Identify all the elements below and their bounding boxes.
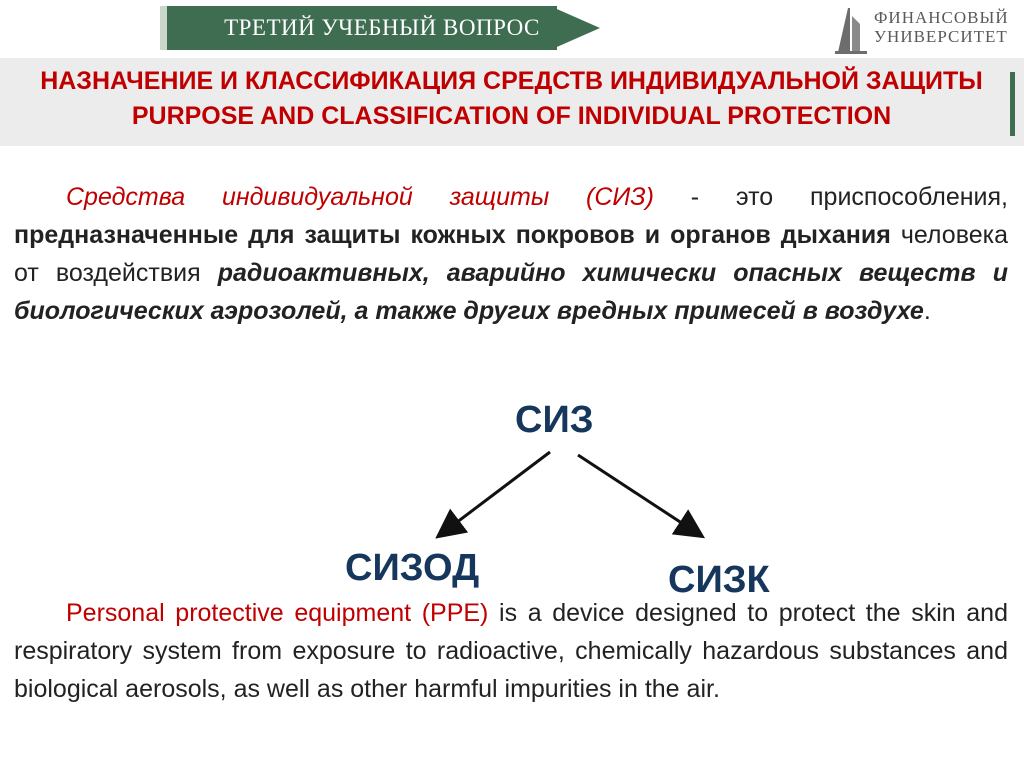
definition-end: . bbox=[923, 297, 931, 325]
english-rest: is a device designed to protect the skin and respiratory system from exposure to radioactive, chemically hazardous substances and biological aerosols, as well as other harmful impurities in the air. bbox=[14, 599, 1008, 703]
logo-line-2: УНИВЕРСИТЕТ bbox=[874, 27, 1008, 46]
node-sizk: СИЗК bbox=[668, 559, 770, 601]
logo-line-1: ФИНАНСОВЫЙ bbox=[874, 8, 1009, 27]
university-logo bbox=[834, 4, 1019, 56]
definition-term: Средства индивидуальной защиты (СИЗ) bbox=[66, 183, 654, 211]
node-siz: СИЗ bbox=[515, 399, 594, 441]
english-text bbox=[14, 594, 1008, 708]
definition-paragraph bbox=[14, 178, 1008, 330]
definition-text bbox=[14, 178, 1008, 330]
arrow-to-sizk bbox=[578, 455, 700, 535]
node-sizod: СИЗОД bbox=[345, 547, 480, 589]
definition-dash: - это приспособления, bbox=[653, 183, 1008, 211]
section-title: ТРЕТИЙ УЧЕБНЫЙ ВОПРОС bbox=[224, 15, 540, 40]
english-term: Personal protective equipment (PPE) bbox=[66, 599, 489, 627]
english-paragraph bbox=[14, 594, 1008, 708]
building-logo-icon bbox=[834, 6, 868, 54]
definition-bold: предназначенные для защиты кожных покровов и органов дыхания bbox=[14, 221, 891, 249]
definition-bold-italic: радиоактивных, аварийно химически опасных веществ и биологических аэрозолей, а также других вредных примесей в воздухе bbox=[14, 259, 1008, 325]
title-accent-bar bbox=[1010, 72, 1015, 136]
definition-middle: человека от воздействия bbox=[14, 221, 1008, 287]
arrow-to-sizod bbox=[440, 452, 550, 535]
slide-title: НАЗНАЧЕНИЕ И КЛАССИФИКАЦИЯ СРЕДСТВ ИНДИВИДУАЛЬНОЙ ЗАЩИТЫ PURPOSE AND CLASSIFICATION OF INDIVIDUAL PROTECTION bbox=[40, 67, 983, 130]
logo-text bbox=[874, 8, 1009, 46]
